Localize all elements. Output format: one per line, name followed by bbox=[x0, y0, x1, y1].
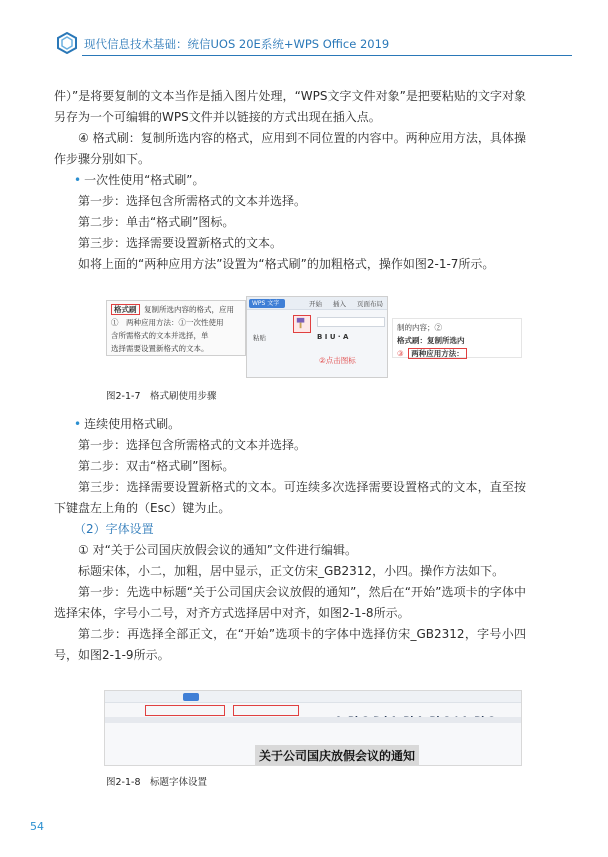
figure-text: 两种应用方法： bbox=[408, 348, 467, 359]
figure-caption: 图2-1-7 格式刷使用步骤 bbox=[106, 391, 217, 402]
step: 如将上面的“两种应用方法”设置为“格式刷”的加粗格式，操作如图2-1-7所示。 bbox=[78, 257, 495, 271]
tab-insert[interactable]: 插入 bbox=[333, 300, 346, 308]
figure-right-panel bbox=[392, 318, 522, 358]
step-marker: ③ bbox=[397, 349, 404, 358]
paragraph: ④ 格式刷：复制所选内容的格式，应用到不同位置的内容中。两种应用方法，具体操作步骤分别如下。 bbox=[54, 131, 526, 166]
tab-start-active[interactable] bbox=[183, 693, 199, 701]
figure-format-painter bbox=[106, 296, 522, 378]
step: 第二步：单击“格式刷”图标。 bbox=[78, 215, 235, 229]
figure-title-font-setting bbox=[104, 690, 522, 766]
step: 第三步：选择需要设置新格式的文本。 bbox=[78, 236, 283, 250]
bullet-text: 连续使用格式刷。 bbox=[84, 417, 181, 431]
body-top bbox=[54, 86, 526, 275]
running-header bbox=[52, 28, 572, 58]
step: 第三步：选择需要设置新格式的文本。可连续多次选择需要设置格式的文本，直至按下键盘左上角的（Esc）键为止。 bbox=[54, 480, 526, 515]
paragraph: 标题宋体，小二，加粗，居中显示，正文仿宋_GB2312，小四。操作方法如下。 bbox=[78, 564, 505, 578]
bullet-dot-icon: • bbox=[74, 417, 82, 431]
ruler bbox=[105, 717, 521, 723]
bullet-text: 一次性使用“格式刷”。 bbox=[84, 173, 205, 187]
paragraph: 第一步：先选中标题“关于公司国庆会议放假的通知”，然后在“开始”选项卡的字体中选择宋体，字号小二号，对齐方式选择居中对齐，如图2-1-8所示。 bbox=[54, 585, 526, 620]
wps-ribbon-tools bbox=[105, 703, 521, 717]
paintbrush-icon bbox=[294, 316, 309, 331]
font-select-highlight[interactable] bbox=[145, 705, 225, 716]
step: 第一步：选择包含所需格式的文本并选择。 bbox=[78, 194, 307, 208]
bullet-item bbox=[54, 414, 526, 435]
font-select[interactable] bbox=[317, 317, 385, 327]
wps-tab-bar bbox=[247, 297, 387, 310]
wps-ribbon-tabs bbox=[105, 691, 521, 703]
tab-layout[interactable]: 页面布局 bbox=[357, 300, 383, 308]
step: 第一步：选择包含所需格式的文本并选择。 bbox=[78, 438, 307, 452]
paste-label[interactable]: 粘贴 bbox=[253, 334, 266, 342]
hexagon-logo-icon bbox=[56, 32, 78, 54]
paragraph: ① 对“关于公司国庆放假会议的通知”文件进行编辑。 bbox=[78, 543, 358, 557]
paragraph: 第二步：再选择全部正文，在“开始”选项卡的字体中选择仿宋_GB2312，字号小四号，如图2-1-9所示。 bbox=[54, 627, 526, 662]
figure-text: 选择需要设置新格式的文本。 bbox=[111, 344, 209, 353]
click-icon-annotation: ②点击图标 bbox=[319, 356, 356, 365]
format-painter-label: 格式刷 bbox=[111, 304, 140, 315]
figure-text: ① 两种应用方法：①一次性使用 bbox=[111, 318, 224, 327]
body-middle bbox=[54, 414, 526, 666]
figure-left-panel bbox=[106, 300, 246, 356]
bullet-item bbox=[54, 170, 526, 191]
section-heading: （2）字体设置 bbox=[74, 522, 154, 536]
step: 第二步：双击“格式刷”图标。 bbox=[78, 459, 235, 473]
document-title-selected[interactable]: 关于公司国庆放假会议的通知 bbox=[255, 745, 419, 766]
page-number: 54 bbox=[30, 820, 44, 833]
bullet-dot-icon: • bbox=[74, 173, 82, 187]
wps-menu-button[interactable]: WPS 文字 bbox=[249, 299, 285, 308]
paragraph: 件）”是将要复制的文本当作是插入图片处理，“WPS文字文件对象”是把要粘贴的文字对象另存为一个可编辑的WPS文件并以链接的方式出现在插入点。 bbox=[54, 89, 526, 124]
wps-toolbar-screenshot bbox=[246, 296, 388, 378]
tab-start[interactable]: 开始 bbox=[309, 300, 322, 308]
bold-italic-underline-tools[interactable]: B I U · A bbox=[317, 333, 349, 341]
figure-caption: 图2-1-8 标题字体设置 bbox=[106, 777, 207, 788]
figure-text: 含所需格式的文本并选择，单 bbox=[111, 331, 209, 340]
figure-text: 制的内容；② bbox=[397, 323, 442, 332]
format-painter-button[interactable] bbox=[293, 315, 311, 333]
figure-text: 复制所选内容的格式，应用 bbox=[144, 305, 235, 314]
book-title: 现代信息技术基础：统信UOS 20E系统+WPS Office 2019 bbox=[84, 37, 390, 51]
header-rule bbox=[82, 55, 572, 56]
align-center-highlight[interactable] bbox=[233, 705, 299, 716]
figure-text: 格式刷：复制所选内 bbox=[397, 336, 465, 345]
